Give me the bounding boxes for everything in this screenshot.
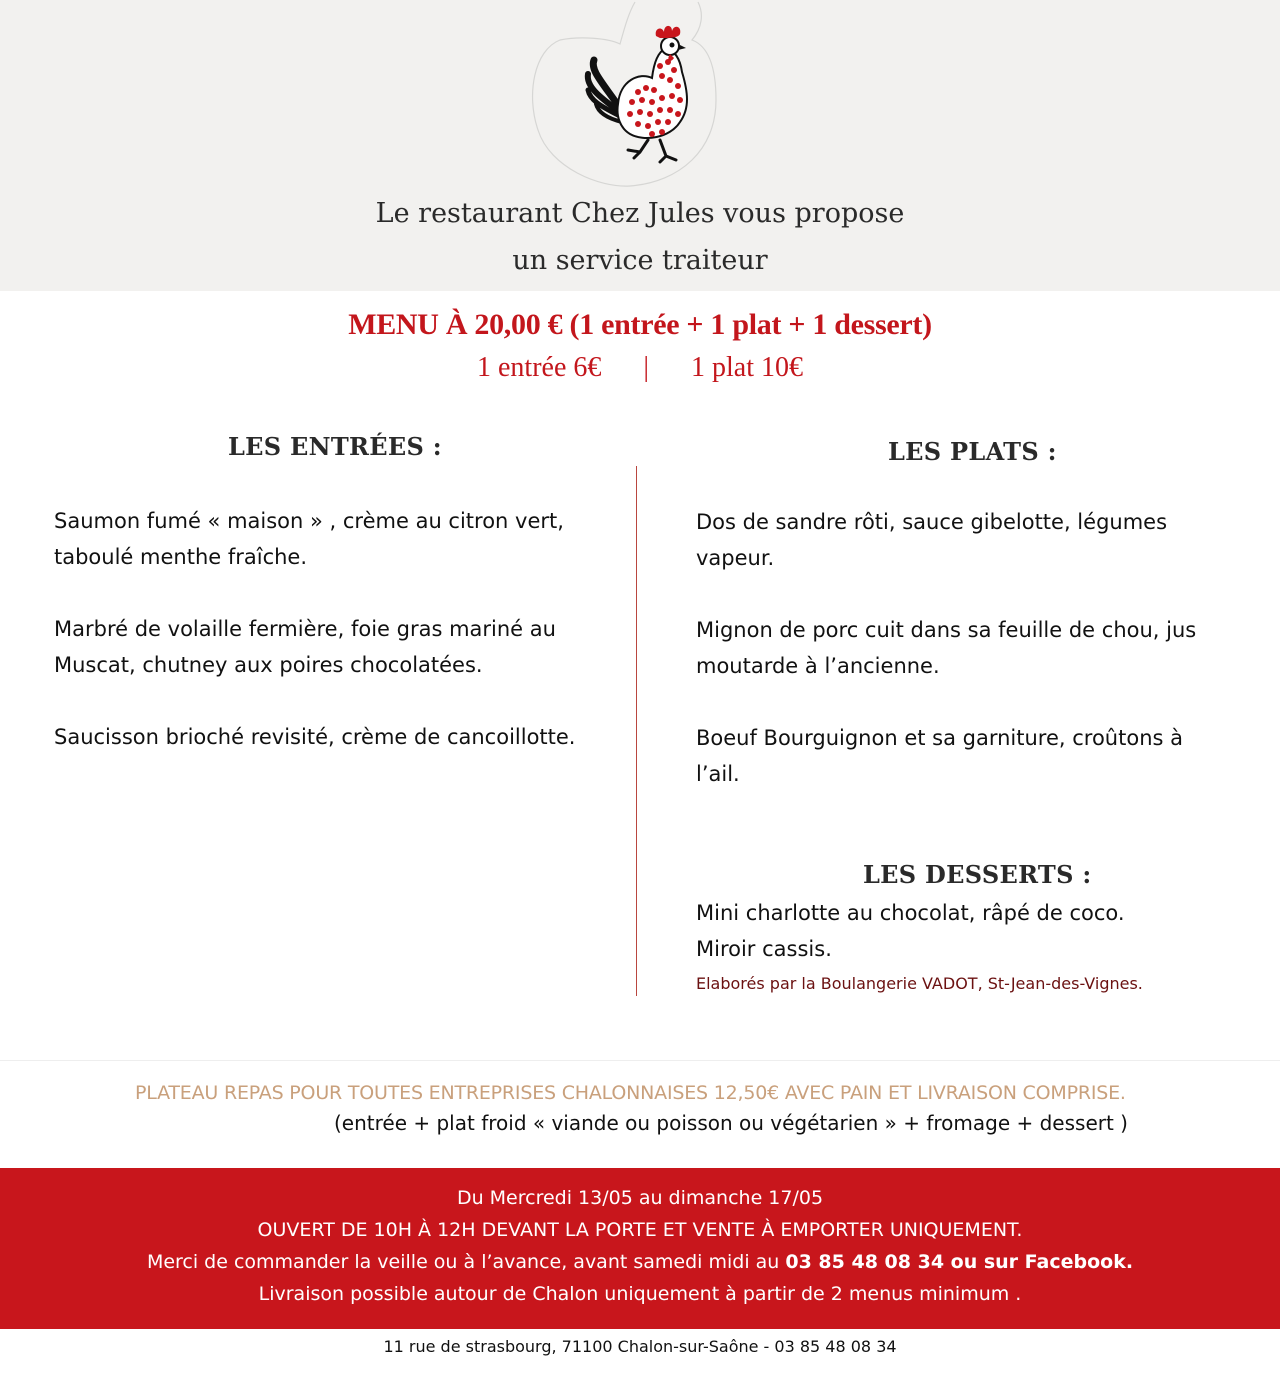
entree-3-line-1: Saucisson brioché revisité, crème de cancoillotte. (54, 725, 576, 749)
plat-1-line-1: Dos de sandre rôti, sauce gibelotte, légumes (696, 510, 1168, 534)
banner-order-contact[interactable]: 03 85 48 08 34 ou sur Facebook. (785, 1251, 1134, 1273)
entree-1-line-1: Saumon fumé « maison » , crème au citron vert, (54, 509, 564, 533)
entree-1-line-2: taboulé menthe fraîche. (54, 545, 308, 569)
banner-dates: Du Mercredi 13/05 au dimanche 17/05 (456, 1187, 824, 1209)
intro-line-1: Le restaurant Chez Jules vous propose (375, 198, 905, 229)
desserts-title: LES DESSERTS : (863, 860, 1092, 889)
entrees-title: LES ENTRÉES : (228, 432, 442, 461)
banner-hours: OUVERT DE 10H À 12H DEVANT LA PORTE ET VENTE À EMPORTER UNIQUEMENT. (257, 1219, 1023, 1241)
footer-address: 11 rue de strasbourg, 71100 Chalon-sur-Saône - 03 85 48 08 34 (383, 1337, 897, 1356)
plat-1-line-2: vapeur. (696, 546, 775, 570)
plat-3-line-1: Boeuf Bourguignon et sa garniture, croûtons à (696, 726, 1183, 750)
plat-2-line-2: moutarde à l’ancienne. (696, 654, 940, 678)
banner-order-text: Merci de commander la veille ou à l’avance, avant samedi midi au (146, 1251, 786, 1273)
banner-order (0, 1251, 1280, 1273)
info-banner (0, 1168, 1280, 1329)
plat-item (696, 612, 1196, 684)
section-divider (0, 1060, 1280, 1061)
plateau-offer: PLATEAU REPAS POUR TOUTES ENTREPRISES CHALONNAISES 12,50€ AVEC PAIN ET LIVRAISON COMPRISE. (135, 1082, 1126, 1104)
dessert-1: Mini charlotte au chocolat, râpé de coco. (696, 901, 1125, 925)
rooster-icon (520, 0, 730, 195)
entree-item (54, 503, 564, 575)
menu-title: MENU À 20,00 € (1 entrée + 1 plat + 1 dessert) (348, 308, 932, 341)
entree-2-line-2: Muscat, chutney aux poires chocolatées. (54, 653, 483, 677)
plat-item (696, 504, 1167, 576)
banner-delivery: Livraison possible autour de Chalon uniquement à partir de 2 menus minimum . (258, 1283, 1022, 1305)
entree-2-line-1: Marbré de volaille fermière, foie gras mariné au (54, 617, 556, 641)
plateau-details: (entrée + plat froid « viande ou poisson ou végétarien » + fromage + dessert ) (334, 1111, 1128, 1135)
header-band (0, 0, 1280, 291)
plat-item (696, 720, 1183, 792)
entree-item (54, 719, 575, 755)
column-divider (636, 466, 637, 996)
menu-prices (0, 352, 1280, 384)
plat-3-line-2: l’ail. (696, 762, 740, 786)
desserts-credit: Elaborés par la Boulangerie VADOT, St-Jean-des-Vignes. (696, 974, 1143, 993)
price-entree: 1 entrée 6€ (477, 352, 602, 383)
dessert-list (696, 895, 1125, 967)
plat-2-line-1: Mignon de porc cuit dans sa feuille de chou, jus (696, 618, 1197, 642)
price-separator: | (643, 352, 649, 383)
dessert-2: Miroir cassis. (696, 937, 832, 961)
entree-item (54, 611, 556, 683)
price-plat: 1 plat 10€ (691, 352, 803, 383)
plats-title: LES PLATS : (888, 437, 1057, 466)
intro-line-2: un service traiteur (512, 245, 768, 276)
